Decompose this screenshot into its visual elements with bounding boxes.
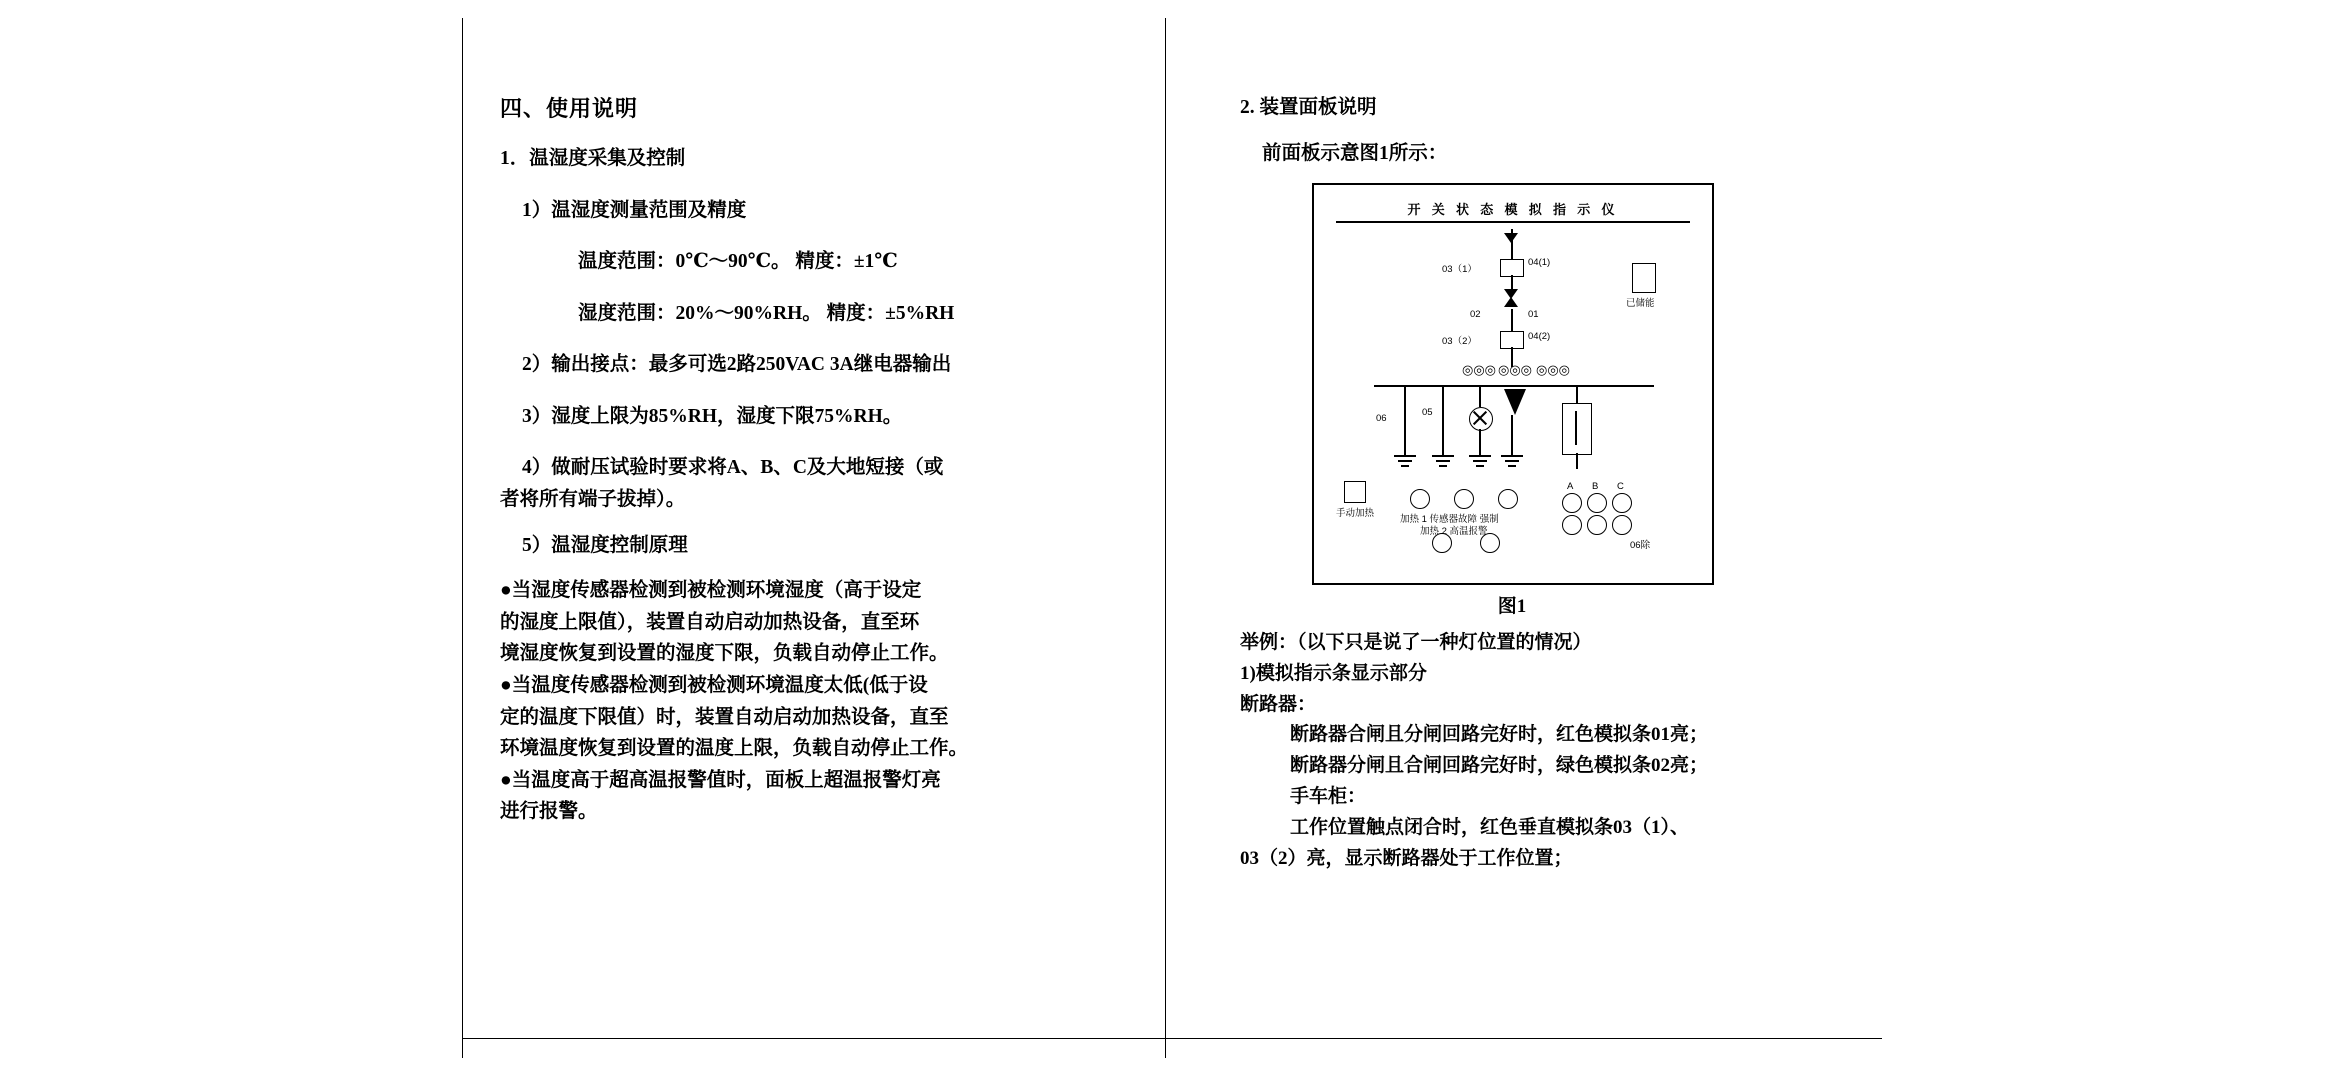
arrow-center-icon <box>1504 389 1526 415</box>
manual-heat-button[interactable] <box>1344 481 1366 503</box>
label-bottom-left-row: 加热 1 传感器故障 强制 <box>1400 514 1499 526</box>
ground-06-1 <box>1394 455 1416 457</box>
page-rule-middle <box>1165 18 1166 1058</box>
figure-1-wrapper <box>1312 183 1712 618</box>
branch-lamp-line-2 <box>1479 429 1481 455</box>
label-phase-c: C <box>1617 481 1624 493</box>
ground-05-2 <box>1436 460 1450 462</box>
horizontal-bus <box>1374 385 1654 387</box>
example-line-3: 断路器合闸且分闸回路完好时，红色模拟条01亮； <box>1290 724 1709 746</box>
ground-center-2 <box>1505 460 1519 462</box>
ground-06-2 <box>1398 460 1412 462</box>
branch-lamp-line <box>1479 385 1481 407</box>
device-panel-diagram <box>1312 183 1714 585</box>
ground-lamp-2 <box>1473 460 1487 462</box>
bus-line-3 <box>1511 309 1513 331</box>
status-lamp-heat-1[interactable] <box>1410 489 1430 509</box>
example-line-4: 断路器分闸且合闸回路完好时，绿色模拟条02亮； <box>1290 755 1709 777</box>
phase-lamp-a[interactable] <box>1562 493 1582 513</box>
ground-06-3 <box>1401 465 1409 467</box>
branch-right-line-2 <box>1576 453 1578 469</box>
label-stored-energy: 已储能 <box>1626 298 1655 310</box>
bullet-1-line-3: 境湿度恢复到设置的湿度下限，负载自动停止工作。 <box>500 643 949 665</box>
left-text-column <box>500 92 1120 828</box>
right-text-column <box>1240 92 1880 874</box>
ground-center-3 <box>1508 465 1516 467</box>
switch-x-bottom-icon <box>1504 297 1518 307</box>
label-01: 01 <box>1528 309 1539 321</box>
coil-phase-a-icon: ◎◎◎ <box>1462 362 1497 378</box>
bullet-2-line-3: 环境温度恢复到设置的温度上限，负载自动停止工作。 <box>500 738 969 760</box>
element-right-box <box>1562 403 1592 455</box>
bus-line-1 <box>1511 243 1513 259</box>
status-lamp-sensor-fault[interactable] <box>1454 489 1474 509</box>
item2-subtitle: 前面板示意图1所示： <box>1262 142 1448 164</box>
element-right-inner <box>1575 411 1577 445</box>
phase-lamp-a2[interactable] <box>1562 515 1582 535</box>
item2-title: 2. 装置面板说明 <box>1240 97 1377 118</box>
bullet-2-line-1: ●当温度传感器检测到被检测环境温度太低(低于设 <box>500 674 928 696</box>
label-02: 02 <box>1470 309 1481 321</box>
phase-lamp-b[interactable] <box>1587 493 1607 513</box>
sub-item-3: 3）湿度上限为85%RH，湿度下限75%RH。 <box>522 405 903 427</box>
bullet-3-line-2: 进行报警。 <box>500 801 598 823</box>
label-06: 06 <box>1376 413 1387 425</box>
ground-lamp-1 <box>1469 455 1491 457</box>
label-bottom-mid-row: 加热 2 高温报警 <box>1420 526 1488 538</box>
example-line-5: 手车柜： <box>1290 785 1367 807</box>
panel-title: 开 关 状 态 模 拟 指 示 仪 <box>1407 202 1619 218</box>
example-block <box>1240 628 1880 874</box>
label-03-1: 03（1） <box>1442 264 1477 276</box>
phase-lamp-c[interactable] <box>1612 493 1632 513</box>
coil-phase-c-icon: ◎◎◎ <box>1536 362 1571 378</box>
bullet-3-line-1: ●当温度高于超高温报警值时，面板上超温报警灯亮 <box>500 769 941 791</box>
ground-center-1 <box>1501 455 1523 457</box>
sub-item-5: 5）温湿度控制原理 <box>522 534 688 556</box>
label-phase-a: A <box>1567 481 1574 493</box>
sub-item-4-line-2: 者将所有端子拔掉）。 <box>500 489 686 511</box>
label-04-1: 04(1) <box>1528 257 1551 269</box>
branch-center-line <box>1511 415 1513 455</box>
phase-lamp-b2[interactable] <box>1587 515 1607 535</box>
label-03-2: 03（2） <box>1442 336 1477 348</box>
branch-05-line <box>1442 385 1444 455</box>
example-line-2: 断路器： <box>1240 693 1317 715</box>
page-rule-bottom <box>462 1038 1882 1039</box>
example-line-1: 1)模拟指示条显示部分 <box>1240 662 1427 684</box>
page-rule-left <box>462 18 463 1058</box>
phase-lamp-c2[interactable] <box>1612 515 1632 535</box>
branch-06-line-2 <box>1404 411 1406 455</box>
example-line-6: 工作位置触点闭合时，红色垂直模拟条03（1）、 <box>1290 816 1690 838</box>
status-lamp-force[interactable] <box>1498 489 1518 509</box>
section-heading: 四、使用说明 <box>500 96 639 121</box>
figure-caption: 图1 <box>1497 596 1527 618</box>
label-04-2: 04(2) <box>1528 331 1551 343</box>
bullet-1-line-1: ●当湿度传感器检测到被检测环境湿度（高于设定 <box>500 580 922 602</box>
sub-item-1-line-2: 湿度范围：20%～90%RH。 精度：±5%RH <box>578 302 955 324</box>
panel-title-underline <box>1336 221 1690 223</box>
sub-item-2: 2）输出接点：最多可选2路250VAC 3A继电器输出 <box>522 354 952 376</box>
branch-right-line <box>1576 385 1578 405</box>
ground-lamp-3 <box>1476 465 1484 467</box>
ground-05-1 <box>1432 455 1454 457</box>
ground-05-3 <box>1439 465 1447 467</box>
sub-item-1: 1）温湿度测量范围及精度 <box>522 199 747 221</box>
example-title: 举例：（以下只是说了一种灯位置的情况） <box>1240 632 1592 654</box>
label-bottom-right: 06除 <box>1630 540 1651 552</box>
label-phase-b: B <box>1592 481 1599 493</box>
example-line-7: 03（2）亮，显示断路器处于工作位置； <box>1240 847 1573 869</box>
sub-item-1-line-1: 温度范围：0℃～90℃。 精度：±1℃ <box>578 251 898 273</box>
item1-title: 1．温湿度采集及控制 <box>500 148 686 169</box>
label-05: 05 <box>1422 407 1433 419</box>
arrow-top-icon <box>1504 233 1518 243</box>
branch-06-line <box>1404 385 1406 411</box>
bullet-1-line-2: 的湿度上限值），装置自动启动加热设备，直至环 <box>500 611 920 633</box>
coil-phase-b-icon: ◎◎◎ <box>1498 362 1533 378</box>
label-manual-heat: 手动加热 <box>1336 508 1375 520</box>
sub-item-4-line-1: 4）做耐压试验时要求将A、B、C及大地短接（或 <box>522 457 944 479</box>
stored-energy-indicator[interactable] <box>1632 263 1656 293</box>
bullet-2-line-2: 定的温度下限值）时，装置自动启动加热设备，直至 <box>500 706 949 728</box>
